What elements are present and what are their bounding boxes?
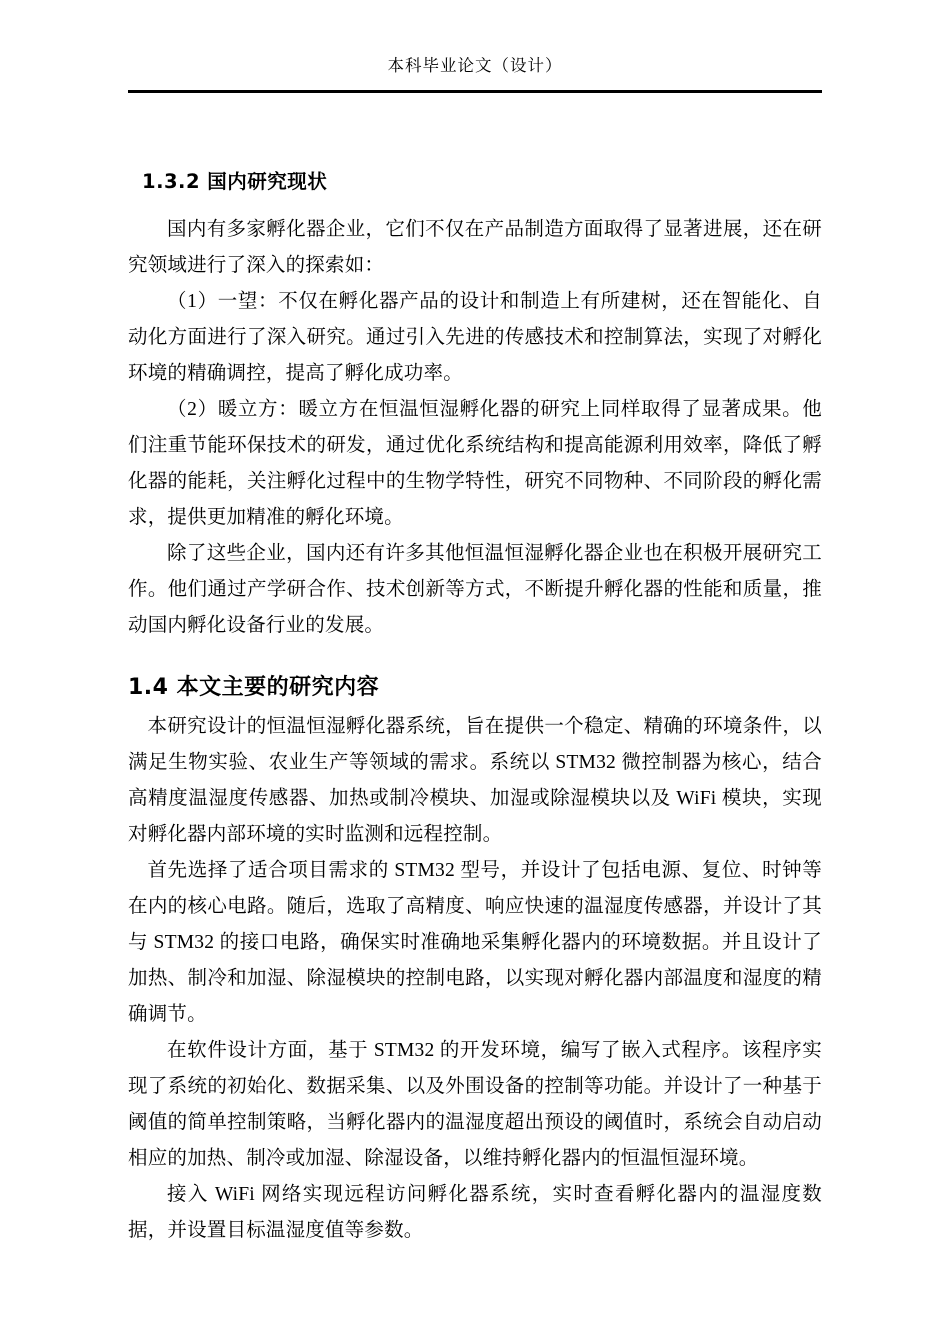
paragraph: 首先选择了适合项目需求的 STM32 型号，并设计了包括电源、复位、时钟等在内的核心电路。随后，选取了高精度、响应快速的温湿度传感器，并设计了其与 STM32 的接口电路，确保实时准确地采集孵化器内的环境数据。并且设计了加热、制冷和加湿、除湿模块的控制电路，以实现对孵化器内部温度和湿度的精确调节。 — [128, 860, 822, 1025]
paragraph: （1）一望：不仅在孵化器产品的设计和制造上有所建树，还在智能化、自动化方面进行了深入研究。通过引入先进的传感技术和控制算法，实现了对孵化环境的精确调控，提高了孵化成功率。 — [128, 291, 822, 384]
section-heading: 1.3.2 国内研究现状 — [142, 170, 328, 193]
document-body — [128, 166, 822, 1249]
page-header-title: 本科毕业论文（设计） — [387, 56, 563, 75]
paragraph: 国内有多家孵化器企业，它们不仅在产品制造方面取得了显著进展，还在研究领域进行了深入的探索如： — [128, 219, 822, 276]
section-heading: 1.4 本文主要的研究内容 — [128, 675, 380, 700]
paragraph: 在软件设计方面，基于 STM32 的开发环境，编写了嵌入式程序。该程序实现了系统的初始化、数据采集、以及外围设备的控制等功能。并设计了一种基于阈值的简单控制策略，当孵化器内的温湿度超出预设的阈值时，系统会自动启动相应的加热、制冷或加湿、除湿设备，以维持孵化器内的恒温恒湿环境。 — [128, 1040, 822, 1169]
section-1-3-2 — [128, 166, 822, 644]
paragraph: 接入 WiFi 网络实现远程访问孵化器系统，实时查看孵化器内的温湿度数据，并设置目标温湿度值等参数。 — [128, 1184, 822, 1241]
section-1-4 — [128, 670, 822, 1249]
paragraph: 本研究设计的恒温恒湿孵化器系统，旨在提供一个稳定、精确的环境条件，以满足生物实验、农业生产等领域的需求。系统以 STM32 微控制器为核心，结合高精度温湿度传感器、加热或制冷模块、加湿或除湿模块以及 WiFi 模块，实现对孵化器内部环境的实时监测和远程控制。 — [128, 716, 822, 845]
paragraph: 除了这些企业，国内还有许多其他恒温恒湿孵化器企业也在积极开展研究工作。他们通过产学研合作、技术创新等方式，不断提升孵化器的性能和质量，推动国内孵化设备行业的发展。 — [128, 543, 822, 636]
paragraph: （2）暖立方：暖立方在恒温恒湿孵化器的研究上同样取得了显著成果。他们注重节能环保技术的研发，通过优化系统结构和提高能源利用效率，降低了孵化器的能耗，关注孵化过程中的生物学特性，研究不同物种、不同阶段的孵化需求，提供更加精准的孵化环境。 — [128, 399, 822, 528]
header-divider — [128, 90, 822, 93]
